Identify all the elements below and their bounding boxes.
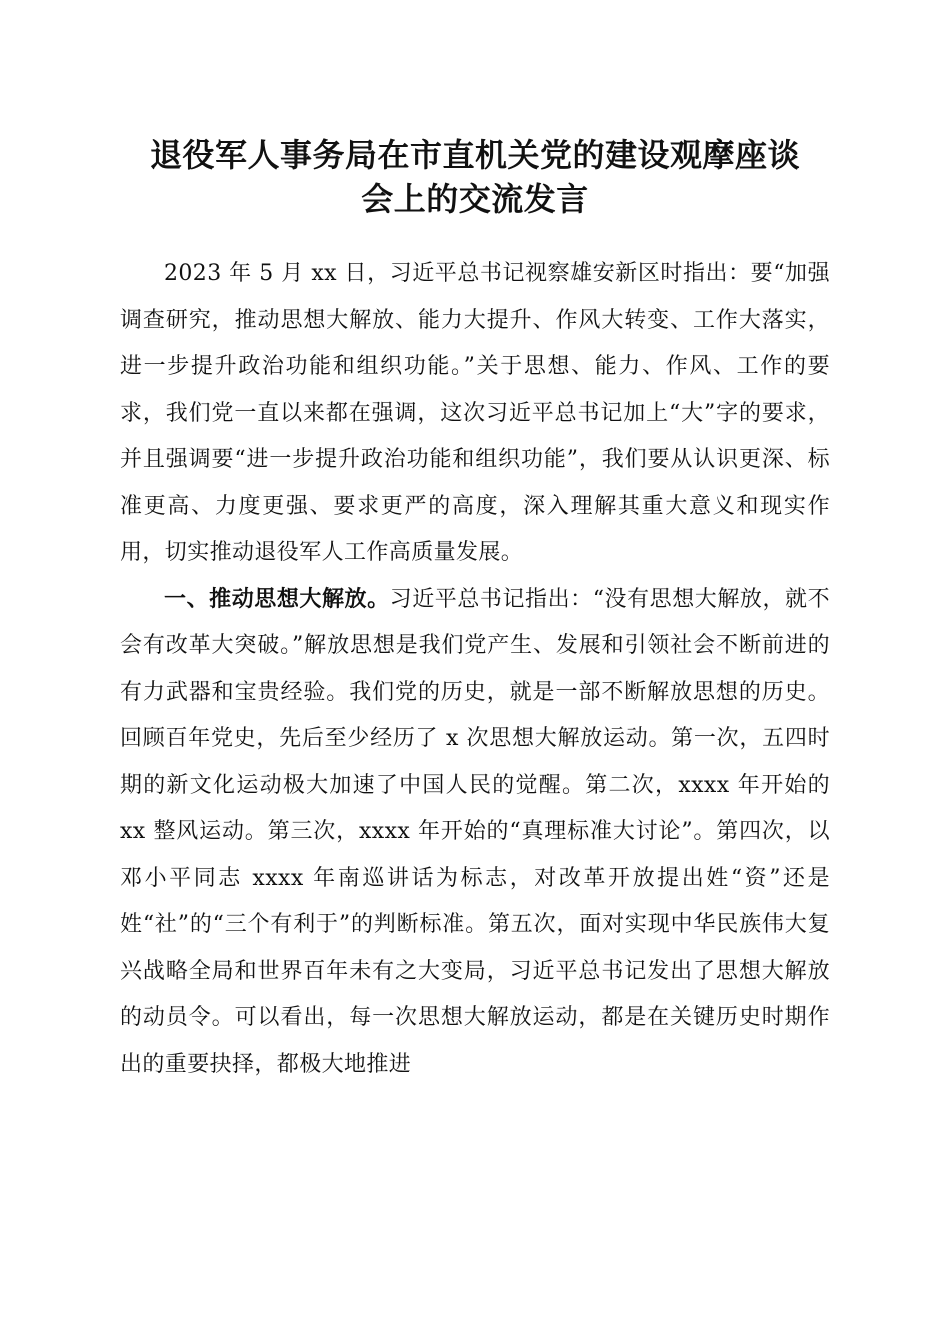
title-line-2: 会上的交流发言 bbox=[361, 180, 589, 218]
paragraph-intro bbox=[120, 251, 830, 577]
paragraph-section-one bbox=[120, 577, 830, 1089]
document-body bbox=[120, 251, 830, 1088]
document-title bbox=[100, 133, 850, 221]
paragraph-intro-text: 2023 年 5 月 xx 日，习近平总书记视察雄安新区时指出：要“加强调查研究，推动思想大解放、能力大提升、作风大转变、工作大落实，进一步提升政治功能和组织功能。”关于思想、能力、作风、工作的要求，我们党一直以来都在强调，这次习近平总书记加上“大”字的要求，并且强调要“进一步提升政治功能和组织功能”，我们要从认识更深、标准更高、力度更强、要求更严的高度，深入理解其重大意义和现实作用，切实推动退役军人工作高质量发展。 bbox=[120, 261, 830, 565]
paragraph-section-one-text: 习近平总书记指出：“没有思想大解放，就不会有改革大突破。”解放思想是我们党产生、发展和引领社会不断前进的有力武器和宝贵经验。我们党的历史，就是一部不断解放思想的历史。回顾百年党史，先后至少经历了 x 次思想大解放运动。第一次，五四时期的新文化运动极大加速了中国人民的觉醒。第二次，xxxx 年开始的 xx 整风运动。第三次，xxxx 年开始的“真理标准大讨论”。第四次，以邓小平同志 xxxx 年南巡讲话为标志，对改革开放提出姓“资”还是姓“社”的“三个有利于”的判断标准。第五次，面对实现中华民族伟大复兴战略全局和世界百年未有之大变局，习近平总书记发出了思想大解放的动员令。可以看出，每一次思想大解放运动，都是在关键历史时期作出的重要抉择，都极大地推进 bbox=[120, 586, 830, 1077]
section-one-heading: 一、推动思想大解放。 bbox=[164, 586, 390, 612]
title-line-1: 退役军人事务局在市直机关党的建设观摩座谈 bbox=[149, 136, 800, 174]
